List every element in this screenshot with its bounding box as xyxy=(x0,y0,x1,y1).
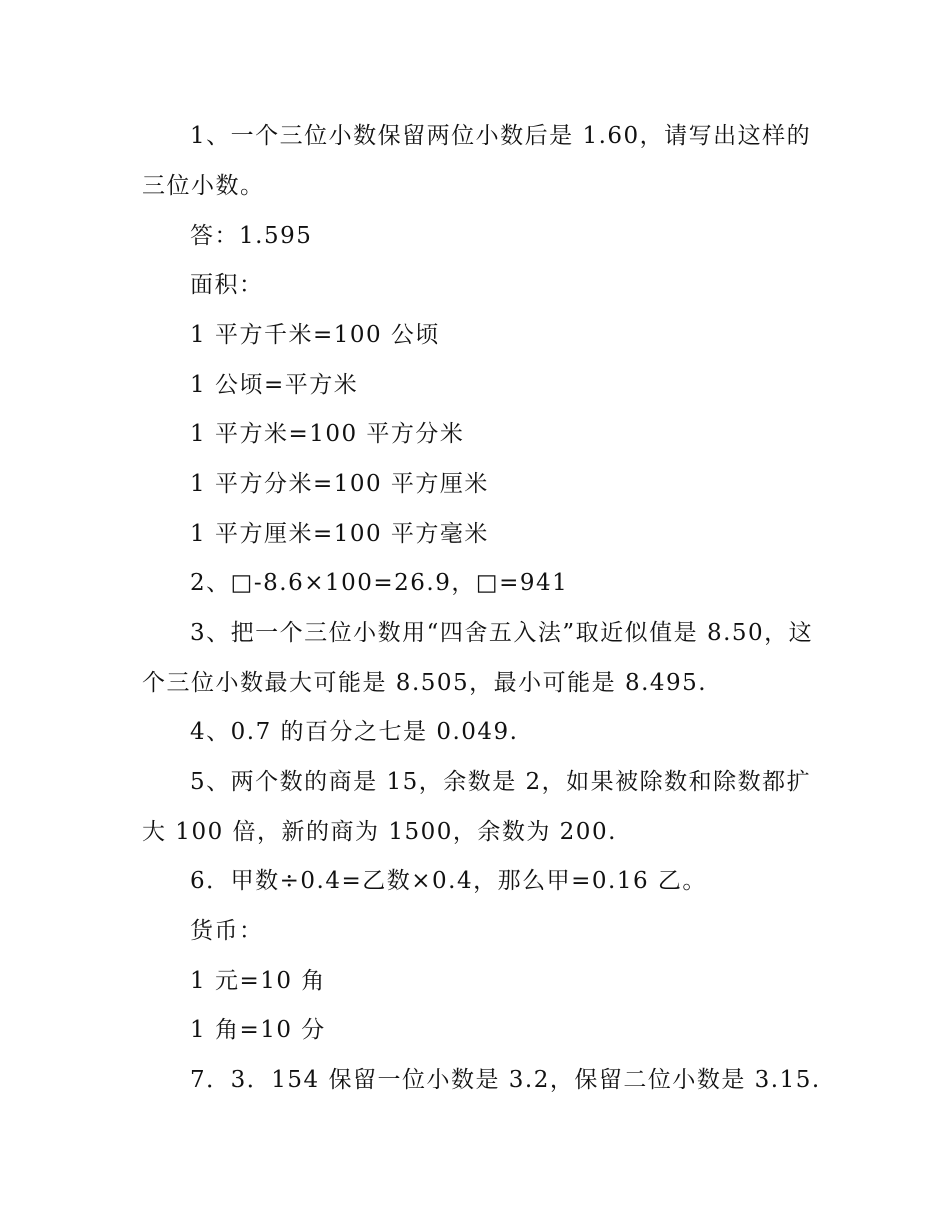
area-conversion-3: 1 平方米=100 平方分米 xyxy=(190,421,465,447)
question-6: 6．甲数÷0.4=乙数×0.4，那么甲=0.16 乙。 xyxy=(190,868,707,894)
question-3-line-2: 个三位小数最大可能是 8.505，最小可能是 8.495. xyxy=(142,670,708,696)
question-5-line-1: 5、两个数的商是 15，余数是 2，如果被除数和除数都扩 xyxy=(190,769,812,795)
answer-1: 答：1.595 xyxy=(190,223,313,249)
currency-conversion-2: 1 角=10 分 xyxy=(190,1017,326,1043)
question-1-line-2: 三位小数。 xyxy=(142,173,265,199)
question-5-line-2: 大 100 倍，新的商为 1500，余数为 200. xyxy=(142,819,617,845)
area-conversion-1: 1 平方千米=100 公顷 xyxy=(190,322,440,348)
currency-heading: 货币： xyxy=(190,918,264,944)
area-heading: 面积： xyxy=(190,272,264,298)
question-3-line-1: 3、把一个三位小数用“四舍五入法”取近似值是 8.50，这 xyxy=(190,620,814,646)
question-4: 4、0.7 的百分之七是 0.049. xyxy=(190,719,519,745)
question-2: 2、□-8.6×100=26.9，□=941 xyxy=(190,570,569,596)
currency-conversion-1: 1 元=10 角 xyxy=(190,968,326,994)
area-conversion-5: 1 平方厘米=100 平方毫米 xyxy=(190,521,489,547)
question-7: 7．3．154 保留一位小数是 3.2，保留二位小数是 3.15. xyxy=(190,1067,821,1093)
area-conversion-2: 1 公顷=平方米 xyxy=(190,372,359,398)
question-1-line-1: 1、一个三位小数保留两位小数后是 1.60，请写出这样的 xyxy=(190,123,812,149)
area-conversion-4: 1 平方分米=100 平方厘米 xyxy=(190,471,489,497)
